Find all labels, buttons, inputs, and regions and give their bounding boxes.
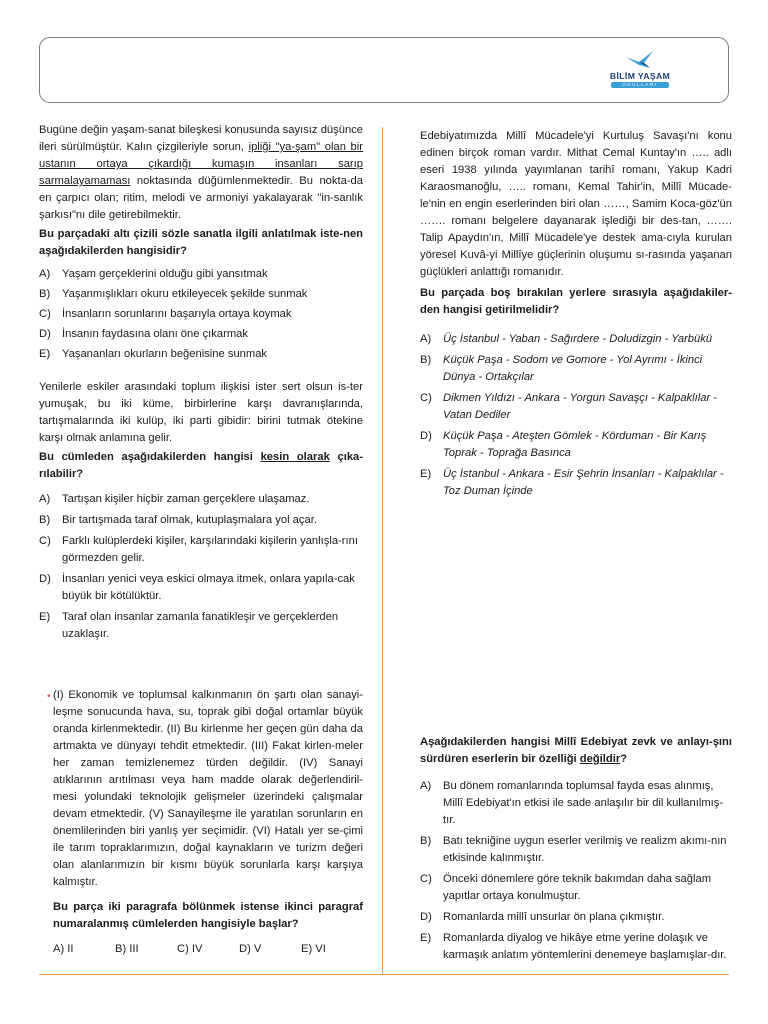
option-a[interactable] — [420, 778, 732, 829]
stem-text: çıka-rılabilir? — [39, 451, 363, 480]
option-letter: E) — [420, 932, 432, 944]
question-3-options — [53, 941, 363, 958]
question-1-options — [39, 266, 363, 363]
stem-underlined: değildir — [579, 753, 621, 765]
option-letter: B) — [39, 288, 51, 300]
option-c[interactable] — [420, 390, 732, 424]
option-d[interactable] — [420, 428, 732, 462]
option-a[interactable] — [420, 331, 732, 348]
option-a[interactable]: A) II — [53, 943, 74, 955]
option-c[interactable] — [39, 533, 363, 567]
option-b[interactable] — [420, 352, 732, 386]
logo-subtitle: OKULLARI — [611, 82, 669, 88]
question-3-passage: (I) Ekonomik ve toplumsal kalkınmanın ön şartı olan sanayi-leşme sonucunda hava, su, toprak gibi doğal ortamlar büyük oranda kirlenmektedir. (II) Bu kirlenme her geçen gün daha da artmakta ve dünyayı tehdit etmektedir. (III) Fakat kirlen-meler her zaman temizlenemez türden değildir. (IV) Sanayi atıklarının arıtılması veya ham madde olarak değerlendiril-mesi yolundaki teknolojik gelişmeler üzerindeki çalışmalar devam etmektedir. (V) Sanayileşme ile yaratılan sorunların en önemlilerinden biri yanlış yer seçimidir. (VI) Hatalı yer se-çimi ile tarım topraklarımızın, doğal kaynakların ve turizm değeri olan alanlarımızın bir kısmı büyük sorunlarla karşı karşıya kalmıştır. — [53, 689, 363, 888]
option-e[interactable] — [420, 930, 732, 964]
question-4-options — [420, 331, 732, 500]
bird-logo-icon — [624, 50, 656, 70]
option-text: Üç İstanbul - Yaban - Sağırdere - Doludizgin - Yarbükü — [443, 333, 713, 345]
option-c[interactable] — [39, 306, 363, 323]
option-letter: A) — [420, 780, 432, 792]
option-text: Yaşanmışlıkları okuru etkileyecek şekilde sunmak — [62, 288, 308, 300]
option-letter: A) — [39, 268, 51, 280]
question-5 — [420, 732, 732, 964]
option-letter: E) — [39, 611, 51, 623]
option-letter: C) — [420, 873, 432, 885]
option-d[interactable] — [39, 326, 363, 343]
option-b[interactable] — [420, 833, 732, 867]
option-text: İnsanın faydasına olanı öne çıkarmak — [62, 328, 248, 340]
stem-text: ? — [620, 753, 628, 765]
option-letter: C) — [420, 392, 432, 404]
column-divider — [382, 127, 383, 975]
option-text: İnsanların sorunlarını başarıyla ortaya koymak — [62, 308, 292, 320]
question-1-stem: Bu parçadaki altı çizili sözle sanatla ilgili anlatılmak iste-nen aşağıdakilerden hangisidir? — [39, 228, 363, 257]
option-letter: B) — [420, 354, 432, 366]
option-a[interactable] — [39, 491, 363, 508]
bullet-mark: • — [47, 691, 51, 702]
option-letter: E) — [420, 468, 432, 480]
option-text: Farklı kulüplerdeki kişiler, karşılarındaki kişilerin yanlışla-rını görmezden gelir. — [62, 535, 358, 564]
option-letter: D) — [39, 328, 51, 340]
school-logo — [592, 50, 688, 88]
option-e[interactable] — [39, 346, 363, 363]
option-e[interactable] — [420, 466, 732, 500]
option-text: Bu dönem romanlarında toplumsal fayda esas alınmış, Millî Edebiyat'ın etkisi ile sade anlaşılır bir dil kullanılmış-tır. — [443, 780, 724, 826]
question-5-options — [420, 778, 732, 964]
option-text: Üç İstanbul - Ankara - Esir Şehrin İnsanları - Kalpaklılar - Toz Duman İçinde — [443, 468, 724, 497]
option-text: Romanlarda diyalog ve hikâye etme yerine dolaşık ve karmaşık anlatım yöntemlerini denemeye başlamışlar-dır. — [443, 932, 727, 961]
option-text: Dikmen Yıldızı - Ankara - Yorgun Savaşçı - Kalpaklılar - Vatan Dediler — [443, 392, 717, 421]
option-text: Küçük Paşa - Sodom ve Gomore - Yol Ayrımı - İkinci Dünya - Ortakçılar — [443, 354, 703, 383]
option-text: Yaşam gerçeklerini olduğu gibi yansıtmak — [62, 268, 268, 280]
stem-text: Bu cümleden aşağıdakilerden hangisi — [39, 451, 261, 463]
question-2-options — [39, 491, 363, 643]
stem-underlined: kesin olarak — [260, 451, 330, 463]
option-text: Batı tekniğine uygun eserler verilmiş ve realizm akımı-nın etkisinde kalınmıştır. — [443, 835, 727, 864]
question-2-passage: Yenilerle eskiler arasındaki toplum ilişkisi ister sert olsun is-ter yumuşak, bu iki küme, birbirlerine karşı davranışlarında, tartışmalarında iki kulüp, iki parti gibidir: birini tutmak ötekine karşı olmak anlamına gelir. — [39, 381, 363, 444]
option-letter: A) — [39, 493, 51, 505]
passage-text: Bugüne değin yaşam-sanat bileşkesi konusunda sayısız düşünce ileri sürülmüştür. Kalın çizgileriyle sorun, — [39, 124, 363, 153]
option-letter: B) — [39, 514, 51, 526]
option-letter: E) — [39, 348, 51, 360]
option-letter: B) — [420, 835, 432, 847]
option-c[interactable]: C) IV — [177, 943, 203, 955]
option-text: Bir tartışmada taraf olmak, kutuplaşmalara yol açar. — [62, 514, 317, 526]
question-4-stem: Bu parçada boş bırakılan yerlere sırasıyla aşağıdakiler-den hangisi getirilmelidir? — [420, 287, 732, 316]
option-d[interactable] — [420, 909, 732, 926]
question-2-stem — [39, 449, 363, 483]
option-text: Küçük Paşa - Ateşten Gömlek - Körduman - Bir Karış Toprak - Toprağa Basınca — [443, 430, 707, 459]
option-letter: D) — [420, 911, 432, 923]
passage-text: noktasında düğümlenmektedir. Bu nokta-da en çarpıcı olan; ritim, melodi ve armoniyi yakalayarak "in-sanlık şarkısı"nı dile getirebilmektir. — [39, 175, 363, 221]
option-b[interactable] — [39, 286, 363, 303]
question-2 — [39, 379, 363, 643]
option-letter: D) — [420, 430, 432, 442]
option-d[interactable] — [39, 571, 363, 605]
option-letter: D) — [39, 573, 51, 585]
option-text: Romanlarda millî unsurlar ön plana çıkmıştır. — [443, 911, 665, 923]
option-a[interactable] — [39, 266, 363, 283]
stem-text: Aşağıdakilerden hangisi Millî Edebiyat zevk ve anlayı-şını sürdüren eserlerin bir özelliği — [420, 736, 732, 765]
question-1-passage — [39, 122, 363, 224]
question-5-stem — [420, 734, 732, 768]
option-d[interactable]: D) V — [239, 943, 262, 955]
question-3 — [47, 687, 363, 958]
option-letter: C) — [39, 308, 51, 320]
question-3-stem: Bu parça iki paragrafa bölünmek istense ikinci paragraf numaralanmış cümlelerden hangisiyle başlar? — [53, 901, 363, 930]
option-text: Önceki dönemlere göre teknik bakımdan daha sağlam yapıtlar ortaya konulmuştur. — [443, 873, 712, 902]
option-text: Yaşananları okurların beğenisine sunmak — [62, 348, 268, 360]
footer-rule — [39, 974, 729, 975]
option-letter: C) — [39, 535, 51, 547]
question-4-passage: Edebiyatımızda Millî Mücadele'yi Kurtuluş Savaşı'nı konu edinen birçok roman vardır. Mithat Cemal Kuntay'ın ….. adlı eseri 1938 yılında yayımlanan tarihî romanı, Yakup Kadri Karaosmanoğlu, ….. romanı, Kemal Tahir'in, Millî Mücade-le'nin en engin eserlerinden biri olan ……, Samim Koca-göz'ün ……. romanı belgelere dayanarak işlediği bir des-tan, ……. Talip Apaydın'ın, Millî Mücadele'ye destek ama-cıyla kurulan yöresel Kuvâ-yi Millîye güçlerinin oluşumu sı-rasında yaşanan güçlükleri anlattığı romanıdır. — [420, 130, 732, 278]
option-e[interactable] — [39, 609, 363, 643]
option-b[interactable] — [39, 512, 363, 529]
option-b[interactable]: B) III — [115, 943, 139, 955]
logo-name: BİLİM YAŞAM — [609, 71, 671, 81]
option-text: Taraf olan insanlar zamanla fanatikleşir ve gerçeklerden uzaklaşır. — [62, 611, 339, 640]
underlined-phrase: ipliği "ya-şam" olan bir ustanın ortaya çıkardığı kumaşın insanları sarıp sarmalayamaması — [39, 141, 363, 187]
option-text: Tartışan kişiler hiçbir zaman gerçeklere ulaşamaz. — [62, 493, 310, 505]
option-e[interactable]: E) VI — [301, 943, 326, 955]
option-letter: A) — [420, 333, 432, 345]
option-text: İnsanları yenici veya eskici olmaya itmek, onlara yapıla-cak büyük bir kötülüktür. — [62, 573, 355, 602]
question-4 — [420, 128, 732, 500]
question-1 — [39, 122, 363, 363]
option-c[interactable] — [420, 871, 732, 905]
